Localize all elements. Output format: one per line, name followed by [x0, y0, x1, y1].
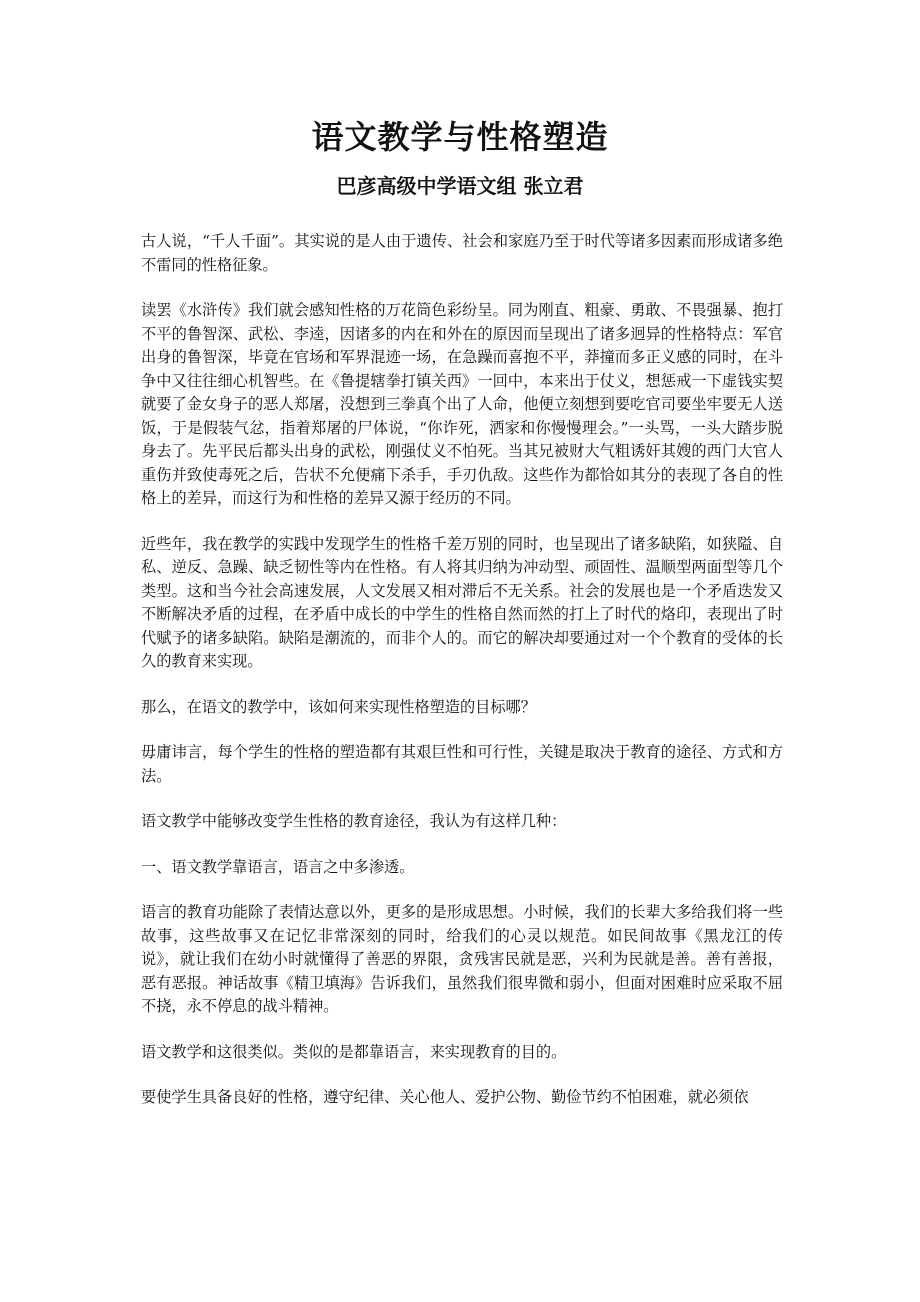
document-title: 语文教学与性格塑造	[311, 118, 609, 156]
paragraph: 毋庸讳言，每个学生的性格的塑造都有其艰巨性和可行性，关键是取决于教育的途径、方式和方法。	[141, 743, 783, 785]
paragraph: 语文教学和这很类似。类似的是都靠语言，来实现教育的目的。	[141, 1042, 567, 1061]
section-heading: 一、语文教学靠语言，语言之中多渗透。	[141, 857, 415, 876]
paragraph: 近些年，我在教学的实践中发现学生的性格千差万别的同时，也呈现出了诸多缺陷，如狭隘、自私、逆反、急躁、缺乏韧性等内在性格。有人将其归纳为冲动型、顽固性、温顺型两面型等几个类型。这和当今社会高速发展，人文发展又相对滞后不无关系。社会的发展也是一个矛盾迭发又不断解决矛盾的过程，在矛盾中成长的中学生的性格自然而然的打上了时代的烙印，表现出了时代赋予的诸多缺陷。缺陷是潮流的，而非个人的。而它的解决却要通过对一个个教育的受体的长久的教育来实现。	[141, 534, 783, 670]
paragraph: 语言的教育功能除了表情达意以外，更多的是形成思想。小时候，我们的长辈大多给我们将一些故事，这些故事又在记忆非常深刻的同时，给我们的心灵以规范。如民间故事《黑龙江的传说》，就让我们在幼小时就懂得了善恶的界限，贪残害民就是恶，兴利为民就是善。善有善报，恶有恶报。神话故事《精卫填海》告诉我们，虽然我们很卑微和弱小，但面对困难时应采取不屈不挠，永不停息的战斗精神。	[141, 903, 783, 1015]
paragraph: 那么，在语文的教学中，该如何来实现性格塑造的目标哪？	[141, 697, 536, 716]
paragraph: 要使学生具备良好的性格，遵守纪律、关心他人、爱护公物、勤俭节约不怕困难，就必须依	[141, 1088, 749, 1106]
document-body	[141, 230, 783, 1132]
paragraph: 古人说，“千人千面”。其实说的是人由于遗传、社会和家庭乃至于时代等诸多因素而形成诸多绝不雷同的性格征象。	[141, 232, 783, 274]
paragraph: 读罢《水浒传》我们就会感知性格的万花筒色彩纷呈。同为刚直、粗豪、勇敢、不畏强暴、抱打不平的鲁智深、武松、李逵，因诸多的内在和外在的原因而呈现出了诸多迥异的性格特点：军官出身的鲁智深，毕竟在官场和军界混迹一场，在急躁而喜抱不平，莽撞而多正义感的同时，在斗争中又往往细心机智些。在《鲁提辖拳打镇关西》一回中，本来出于仗义，想惩戒一下虚钱实契就要了金女身子的恶人郑屠，没想到三拳真个出了人命，他便立刻想到要吃官司要坐牢要无人送饭，于是假装气忿，指着郑屠的尸体说，“你诈死，洒家和你慢慢理会。”一头骂，一头大踏步脱身去了。先平民后都头出身的武松，刚强仗义不怕死。当其兄被财大气粗诱奸其嫂的西门大官人重伤并致使毒死之后，告状不允便痛下杀手，手刃仇敌。这些作为都恰如其分的表现了各自的性格上的差异，而这行为和性格的差异又源于经历的不同。	[141, 301, 783, 507]
paragraph: 语文教学中能够改变学生性格的教育途径，我认为有这样几种：	[141, 812, 567, 830]
author-line: 巴彦高级中学语文组 张立君	[336, 174, 584, 198]
